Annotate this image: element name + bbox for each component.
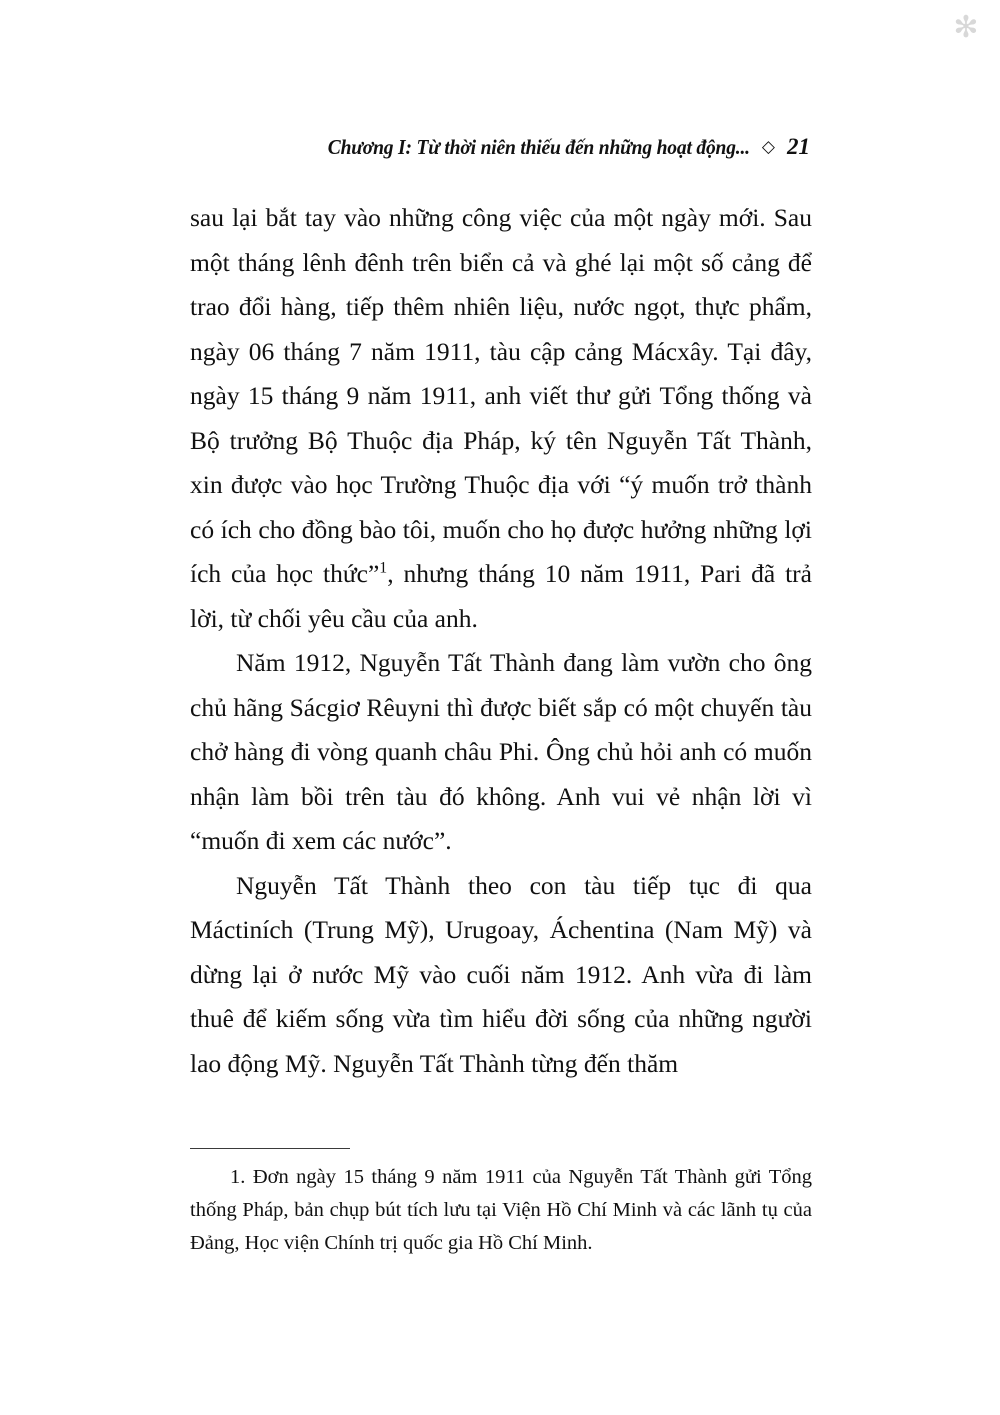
paragraph-text: sau lại bắt tay vào những công việc của một ngày mới. Sau một tháng lênh đênh trên biển cả và ghé lại một số cảng để trao đổi hàng, tiếp thêm nhiên liệu, nước ngọt, thực phẩm, ngày 06 tháng 7 năm 1911, tàu cập cảng Mácxây. Tại đây, ngày 15 tháng 9 năm 1911, anh viết thư gửi Tổng thống và Bộ trưởng Bộ Thuộc địa Pháp, ký tên Nguyễn Tất Thành, xin được vào học Trường Thuộc địa với “ý muốn trở thành có ích cho đồng bào tôi, muốn cho họ được hưởng những lợi ích của học thức”	[190, 203, 812, 588]
running-head	[190, 130, 810, 164]
diamond-icon: ◇	[761, 137, 775, 157]
paragraph-text-tail: , nhưng tháng 10 năm 1911, Pari đã trả lời, từ chối yêu cầu của anh.	[190, 559, 812, 633]
body-text-block	[190, 196, 812, 1086]
footnote-text: 1. Đơn ngày 15 tháng 9 năm 1911 của Nguyễn Tất Thành gửi Tổng thống Pháp, bản chụp bút tích lưu tại Viện Hồ Chí Minh và các lãnh tụ của Đảng, Học viện Chính trị quốc gia Hồ Chí Minh.	[190, 1166, 812, 1254]
snowflake-ornament-icon: ✻	[953, 11, 979, 44]
paragraph	[190, 196, 812, 641]
paragraph: Năm 1912, Nguyễn Tất Thành đang làm vườn cho ông chủ hãng Sácgiơ Rêuyni thì được biết sắp có một chuyến tàu chở hàng đi vòng quanh châu Phi. Ông chủ hỏi anh có muốn nhận làm bồi trên tàu đó không. Anh vui vẻ nhận lời vì “muốn đi xem các nước”.	[190, 648, 812, 855]
running-head-title: Chương I: Từ thời niên thiếu đến những hoạt động...	[327, 134, 750, 159]
paragraph: Nguyễn Tất Thành theo con tàu tiếp tục đi qua Máctiních (Trung Mỹ), Urugoay, Áchentina (Nam Mỹ) và dừng lại ở nước Mỹ vào cuối năm 1912. Anh vừa đi làm thuê để kiếm sống vừa tìm hiểu đời sống của những người lao động Mỹ. Nguyễn Tất Thành từng đến thăm	[190, 870, 812, 1078]
page-number: 21	[787, 134, 810, 159]
footnote-separator-rule	[190, 1148, 350, 1149]
footnote-area	[190, 1148, 812, 1260]
footnote-reference[interactable]: 1	[379, 559, 388, 577]
